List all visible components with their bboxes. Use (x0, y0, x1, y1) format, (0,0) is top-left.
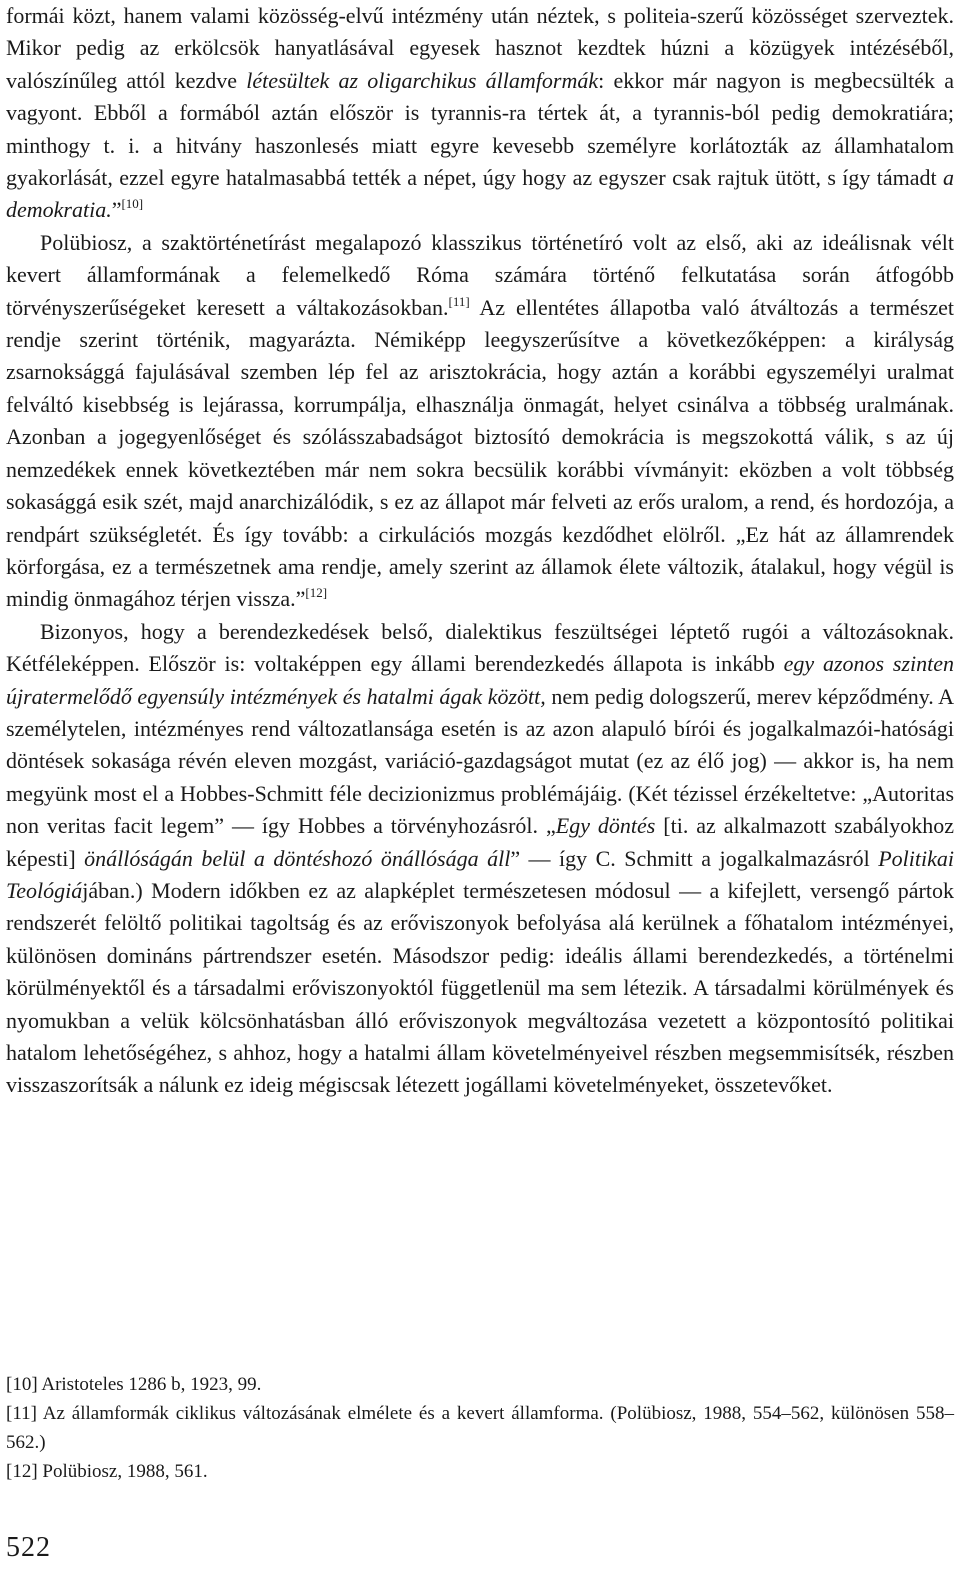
text-run: nem pedig dologszerű, merev képződmény. A személytelen, intézményes rend változatlansága esetén is az azon alapuló bírói és jogalkalmazói-hatósági döntések sokasága révén eleven mozgást, variáció-gazdagságot mutat (ez az élő jog) — akkor is, ha nem megyünk most el a Hobbes-Schmitt féle decizionizmus problémájáig. (Két tézissel érzékeltetve: „Autoritas non veritas facit legem” — így Hobbes a törvényhozásról. „ (6, 683, 954, 839)
page-number: 522 (6, 1532, 51, 1563)
footnote-reference: [11] (448, 293, 470, 309)
footnote-12: [12] Polübiosz, 1988, 561. (6, 1461, 208, 1482)
text-run: ” — így C. Schmitt a jogalkalmazásról (510, 845, 879, 871)
footnotes (6, 1370, 954, 1486)
italic-text: egy azonos szinten újratermelődő egyensúly intézmények és hatalmi ágak között, (6, 651, 954, 709)
footnote-reference: [12] (305, 585, 328, 601)
text-run: : ekkor már nagyon is megbecsülték a vagyont. Ebből a formából aztán először is tyrannis-ra tértek át, a tyrannis-ból pedig demokratiára; minthogy t. i. a hitvány haszonlesés miatt egyre kevesebb személyre korlátozták az államhatalom gyakorlását, ezzel egyre hatalmasabbá tették a népet, úgy hogy az egyszer csak rajtuk ütött, s így támadt (6, 67, 954, 191)
text-run: jában.) Modern időkben ez az alapképlet természetesen módosul — a kifejlett, versengő pártok rendszerét felöltő politikai tagoltság és az erőviszonyok befolyása alá kerülnek a főhatalom intézményei, különösen domináns pártrendszer esetén. Másodszor pedig: ideális állami berendezkedés, a történelmi körülményektől és a társadalmi erőviszonyoktól függetlenül ma sem létezik. A társadalmi körülmények és nyomukban a velük kölcsönhatásban álló erőviszonyok megváltozása vezetett a központosító politikai hatalom lehetőségéhez, s ahhoz, hogy a hatalmi állam követelményeivel részben megsemmisítsék, részben visszaszorítsák a nálunk ez ideig mégiscsak létezett jogállami követelményeket, összetevőket. (6, 877, 954, 1098)
italic-text: Politikai Teológiá (6, 845, 954, 903)
footnote-reference: [10] (121, 196, 144, 212)
text-run: Polübiosz, a szaktörténetírást megalapozó klasszikus történetíró volt az első, aki az ideálisnak vélt kevert államformának a felemelkedő Róma számára történő felkutatása során átfogóbb törvényszerűségeket keresett a váltakozásokban. (6, 229, 954, 320)
italic-text: létesültek az oligarchikus államformák (246, 67, 599, 93)
footnote-11: [11] Az államformák ciklikus változásának elmélete és a kevert államforma. (Polübiosz, 1988, 554–562, különösen 558–562.) (6, 1403, 954, 1453)
paragraph (6, 0, 954, 227)
italic-text: a demokratia. (6, 165, 954, 223)
text-run: ” (111, 197, 122, 223)
text-run: Az ellentétes állapotba való átváltozás a természet rendje szerint történik, magyarázta. Némiképp leegyszerűsítve a következőképpen: a királyság zsarnoksággá fajulásával szemben lép fel az arisztokrácia, hogy aztán a korábbi egyszemélyi uralmat felváltó kisebbség is lejárassa, korrumpálja, elhasználja önmagát, helyet csinálva a többség uralmának. Azonban a jogegyenlőséget és szólásszabadságot biztosító demokrácia is megszokottá válik, s az új nemzedékek ennek következtében már nem sokra becsülik korábbi vívmányit: eközben a volt többség sokasággá esik szét, majd anarchizálódik, s ez az állapot már felveti az erős uralom, a rend, és hordozója, a rendpárt szükségletét. És így tovább: a cirkulációs mozgás kezdődhet elölről. „Ez hát az államrendek körforgása, ez a természetnek ama rendje, amely szerint az államok élete változik, átalakul, hogy végül is mindig önmagához térjen vissza.” (6, 294, 954, 612)
body-text (6, 0, 954, 1102)
italic-text: önállóságán belül a döntéshozó önállósága áll (84, 845, 511, 871)
text-run: Bizonyos, hogy a berendezkedések belső, dialektikus feszültségei léptető rugói a változásoknak. Kétféleképpen. Először is: voltaképpen egy állami berendezkedés állapota is inkább (6, 618, 954, 677)
paragraph (6, 227, 954, 616)
italic-text: Egy döntés (555, 813, 656, 839)
paragraph (6, 616, 954, 1102)
text-run: [ti. az alkalmazott szabályokhoz képesti] (6, 813, 954, 871)
footnote-10: [10] Aristoteles 1286 b, 1923, 99. (6, 1374, 262, 1395)
text-run: formái közt, hanem valami közösség-elvű intézmény után néztek, s politeia-szerű közösséget szerveztek. Mikor pedig az erkölcsök hanyatlásával egyesek hasznot kezdtek húzni a közügyek intézéséből, valószínűleg attól kezdve (6, 3, 954, 93)
